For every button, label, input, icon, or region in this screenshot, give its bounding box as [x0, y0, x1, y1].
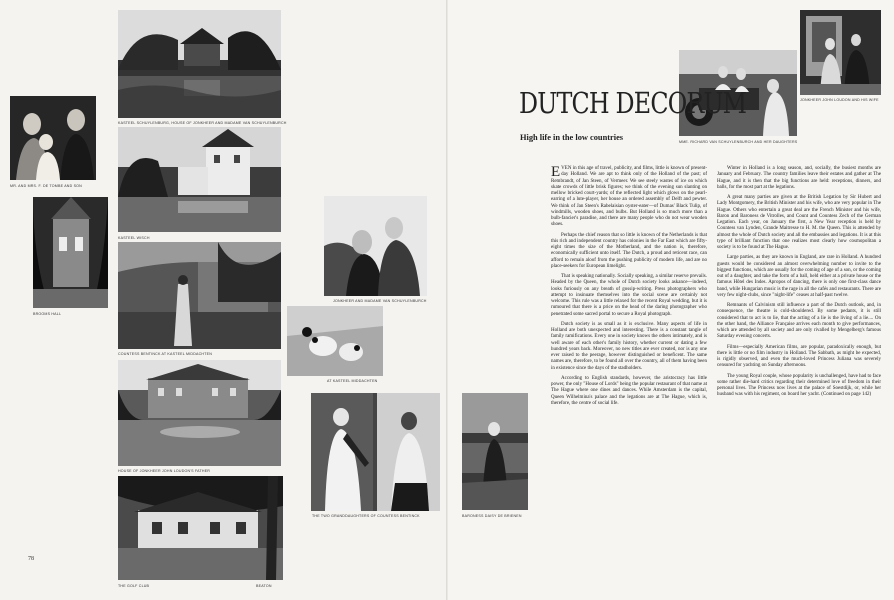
caption-parents: MR. AND MRS. F. DE TOMBE AND SON [10, 184, 82, 188]
photo-credit: BEATON [256, 584, 272, 588]
article-paragraph: Dutch society is as small as it is exclusive. Many aspects of life in Holland are both unexpected and interesting. There is a constant tangle of family ramifications. Every one in society knows the others intimately, and is well aware of each other's family history, whether current or dating a few hundred years back. Moreover, no new titles are ever created, nor is any one ever raised to the peerage, however distinguished or beneficent. The same names are, therefore, to be found all over the country, all of them having been in existence since the days of the stadholders. [551, 321, 707, 371]
article-column-1 [551, 166, 707, 411]
article-paragraph: EVEN in this age of travel, publicity, and films, little is known of present-day Holland. We are apt to think only of the Holland of the past; of Rembrandt, of Jan Steen, of Vermeer. We see steely wastes of ice on which skate crowds of little brisk figures; we think of the evening sun slanting on mellow bricked court-yards; of the reflected light which glows on the pearl-earring of a lute-player, her house an ordered assembly of Delft and pewter. We think of Jan Steen's Rabelaisian oyster-eater—of Dumas' Black Tulip, of windmills, wooden shoes, and bulbs. But Holland is so much more than a bulb-fancier's paradise, and there are many people who do not wear wooden shoes. [551, 164, 707, 228]
photo-kasteel-schuylenburg [118, 10, 281, 118]
article-paragraph: Winter in Holland is a long season, and, socially, the busiest months are January and February. The country families leave their estates and gather at The Hague, and it is then that the big functions are held: receptions, dinners, and balls, for the most part at the legations. [717, 166, 881, 190]
article-paragraph: Large parties, as they are known in England, are rare in Holland. A hundred guests would be considered an almost overwhelming number to invite to the biggest functions, which are usually for the coming of age of a son, or the coming out of a daughter, and take the form of a ball, held either at a private house or the famous Hôtel des Indes. Apropos of dancing, there is only one first-class dance band, while Hungarian music is the rage in all the cafés and restaurants. There are very few night-clubs, since "night-life" ceases at half-past twelve. [717, 255, 881, 298]
article-paragraph: Perhaps the chief reason that so little is known of the Netherlands is that this rich and independent country has colonies in the Far East which are fifty-eight times the size of the Motherland, and the nation is, therefore, economically sufficient unto itself. The Dutch, a proud and reticent race, can afford to remain aloof from the pushing publicity of modern life, and are no place-seekers for European limelight. [551, 232, 707, 269]
photo-golf-club [118, 476, 283, 580]
photo-parents-and-son [10, 96, 96, 180]
caption-schuylenburg: KASTEEL SCHUYLENBURG, HOUSE OF JONKHEER AND MADAME VAN SCHUYLENBURCH [118, 121, 287, 125]
caption-couple: JONKHEER AND MADAME VAN SCHUYLENBURCH [333, 299, 427, 303]
article-paragraph: The young Royal couple, whose popularity is unchallenged, have had to face some rather die-hard critics regarding their determined love of freedom in their personal lives. The Princess now lives at the palace of Soestdijk, or, while her husband was with his regiment, on board her yacht. (Continued on page 142) [717, 373, 881, 398]
caption-baroness: BARONESS DAISY DE BRIENEN [462, 514, 522, 518]
caption-mme: MME. RICHARD VAN SCHUYLENBURCH AND HER DAUGHTERS [679, 140, 798, 144]
page-number: 78 [28, 556, 34, 562]
article-title: DUTCH DECORUM [519, 86, 747, 120]
caption-wisch: KASTEEL WISCH [118, 236, 150, 240]
photo-baroness-brienen [462, 393, 528, 510]
photo-loudon-house [118, 360, 281, 466]
photo-van-schuylenburch-couple [324, 196, 427, 296]
article-column-2 [717, 166, 881, 403]
article-paragraph: That is speaking nationally. Socially speaking, a similar reserve prevails. Headed by the Queen, the whole of Dutch society looks askance—indeed, looks furiously on any breath of gossip-writing. Press photographers who attempt to insinuate themselves into the social scene are certainly not welcome. This rule was a little relaxed for the recent Royal wedding, but it is rumoured that there is a price on the head of the daring photographer who penetrated some sacred portal to secure a Royal photograph. [551, 274, 707, 317]
article-paragraph: Films—especially American films, are popular, paradoxically enough, but there is little or no film industry in Holland. The Sabbath, as might be expected, is rigidly observed, and even the much-loved Princess Juliana was severely censured for yachting on Sunday afternoons. [717, 344, 881, 369]
caption-jonkheer-wife: JONKHEER JOHN LOUDON AND HIS WIFE [800, 98, 879, 102]
photo-brooms-hall [33, 197, 108, 308]
caption-countess: COUNTESS BENTINCK AT KASTEEL MIDDACHTEN [118, 352, 212, 356]
article-paragraph: A great many parties are given at the British Legation by Sir Hubert and Lady Montgomery, the British Minister and his wife, who are very popular in The Hague. Others who entertain a great deal are the French Minister and his wife, Baron and Baroness de Vitrolles, and Count and Countess Zech of the German Legation. Each year, on January the first, a New Year reception is held by Countess van Lynden, Grande Maitresse to H. M. the Queen. This is attended by almost the whole of Dutch society and all the embassies and legations. It is at this type of brilliant function that one realizes most clearly how cosmopolitan a society is to be found at The Hague. [717, 195, 881, 250]
article-paragraph: According to English standards, however, the aristocracy has little power, the only "House of Lords" being the popular restaurant of that name at The Hague where one dines and dances. While Amsterdam is the capital, Queen Wilhelmina's palace and the legations are at The Hague, which is, therefore, the centre of social life. [551, 375, 707, 406]
caption-granddaughters: THE TWO GRANDDAUGHTERS OF COUNTESS BENTINCK [312, 514, 420, 518]
photo-granddaughters [311, 393, 440, 511]
caption-golf-club: THE GOLF CLUB [118, 584, 150, 588]
article-paragraph: Remnants of Calvinism still influence a part of the Dutch outlook, and, in consequence, the theatre is cold-shouldered. By some pedants, it is still considered that to act is to lie, that the acting of a lie is the living of a lie.... On the other hand, the Alliance Française arrives each month to give performances, which are attended by all society and are only rivalled by Mengelberg's famous Saturday evening concerts. [717, 303, 881, 340]
caption-brooms-hall: BROOMS HALL [33, 312, 62, 316]
photo-countess-bentinck [118, 242, 281, 349]
article-subtitle: High life in the low countries [520, 133, 624, 142]
photo-jonkheer-loudon-and-wife [800, 10, 881, 95]
photo-dogs-middachten [287, 306, 383, 376]
caption-loudon-house: HOUSE OF JONKHEER JOHN LOUDON'S FATHER [118, 469, 211, 473]
caption-dogs: AT KASTEEL MIDDACHTEN [327, 379, 378, 383]
photo-kasteel-wisch [118, 127, 281, 232]
